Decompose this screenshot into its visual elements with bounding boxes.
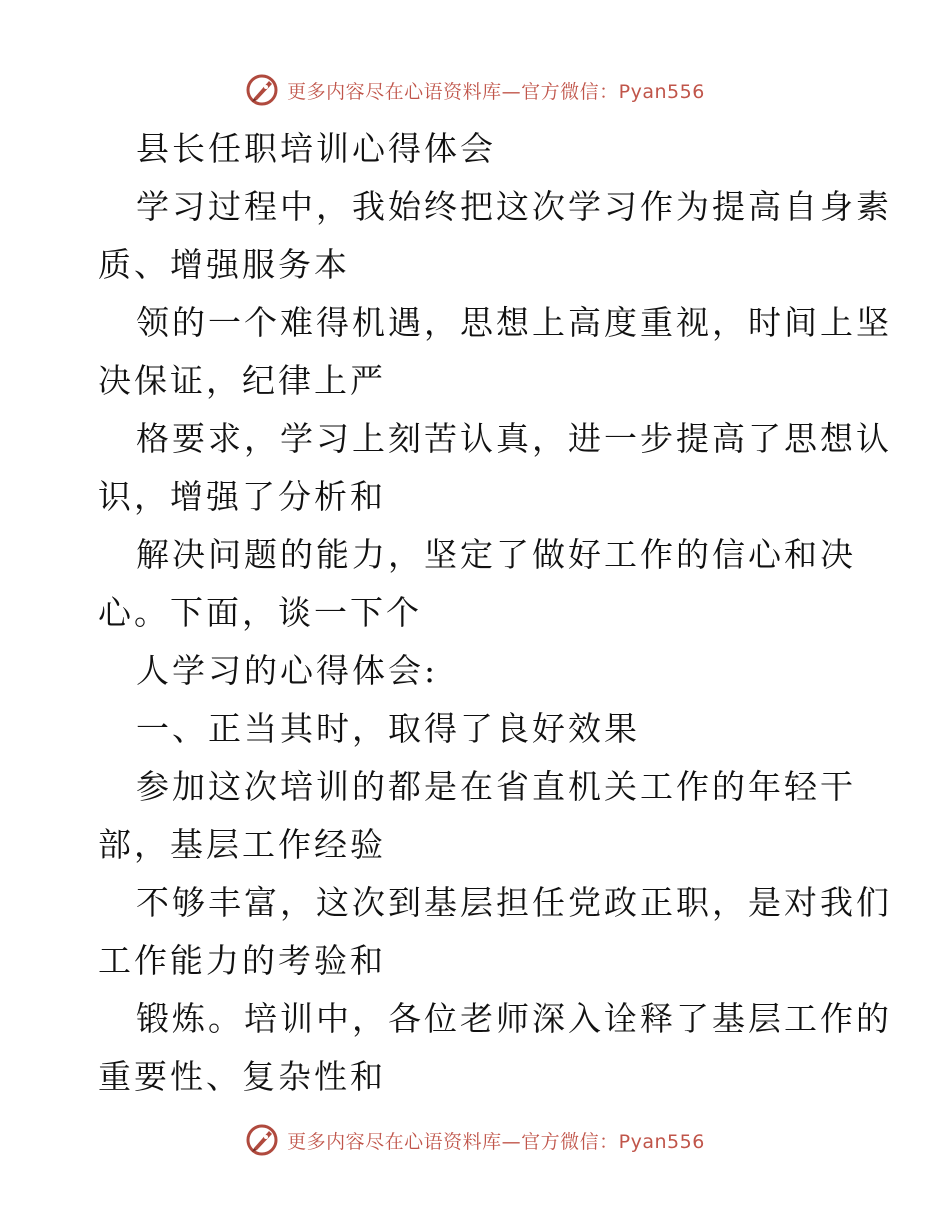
watermark-text: 更多内容尽在心语资料库—官方微信：Pyan556 — [287, 1130, 705, 1153]
text-line: 不够丰富，这次到基层担任党政正职，是对我们 — [136, 883, 892, 922]
text-line: 工作能力的考验和 — [98, 941, 386, 980]
text-line: 一、正当其时，取得了良好效果 — [136, 709, 640, 748]
text-line: 格要求，学习上刻苦认真，进一步提高了思想认 — [136, 419, 892, 458]
text-line: 解决问题的能力，坚定了做好工作的信心和决 — [136, 535, 856, 574]
text-line: 质、增强服务本 — [98, 245, 350, 284]
text-line: 县长任职培训心得体会 — [136, 129, 496, 168]
quill-pen-logo-icon — [245, 73, 279, 107]
text-line: 重要性、复杂性和 — [98, 1057, 386, 1096]
text-line: 识，增强了分析和 — [98, 477, 386, 516]
header-watermark — [0, 70, 950, 110]
text-line: 锻炼。培训中，各位老师深入诠释了基层工作的 — [136, 999, 892, 1038]
text-line: 学习过程中，我始终把这次学习作为提高自身素 — [136, 187, 892, 226]
text-line: 心。下面，谈一下个 — [98, 593, 422, 632]
footer-watermark — [0, 1120, 950, 1160]
text-line: 决保证，纪律上严 — [98, 361, 386, 400]
text-line: 部，基层工作经验 — [98, 825, 386, 864]
watermark-text: 更多内容尽在心语资料库—官方微信：Pyan556 — [287, 80, 705, 103]
text-line: 参加这次培训的都是在省直机关工作的年轻干 — [136, 767, 856, 806]
text-line: 人学习的心得体会: — [136, 651, 439, 690]
quill-pen-logo-icon — [245, 1123, 279, 1157]
text-line: 领的一个难得机遇，思想上高度重视，时间上坚 — [136, 303, 892, 342]
document-body — [98, 120, 892, 1106]
